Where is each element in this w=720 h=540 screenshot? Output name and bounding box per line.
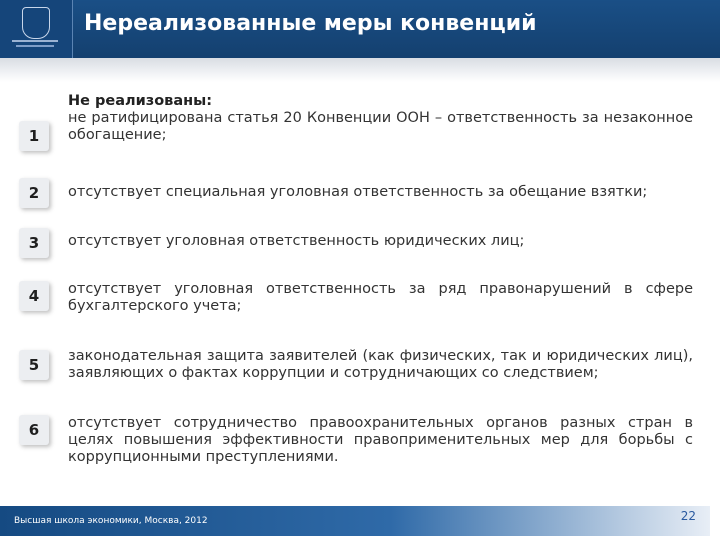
item-number-badge: 6 [19, 415, 49, 445]
university-crest-icon [22, 7, 50, 39]
list-item-text: не ратифицирована статья 20 Конвенции ООН – ответственность за незаконное обогащение; [68, 110, 693, 143]
page-number: 22 [680, 509, 696, 523]
list-item [68, 348, 693, 382]
slide-title: Нереализованные меры конвенций [84, 11, 537, 36]
header-shadow-band [0, 58, 720, 82]
list-item-text: законодательная защита заявителей (как физических, так и юридических лиц), заявляющих о фактах коррупции и сотрудничающих со следствием; [68, 348, 693, 381]
list-item [68, 233, 693, 250]
list-item [68, 281, 693, 315]
list-item [68, 415, 693, 466]
list-item [68, 93, 693, 144]
item-number-badge: 4 [19, 281, 49, 311]
logo-caption-line [16, 45, 54, 47]
item-number-badge: 2 [19, 178, 49, 208]
item-number-badge: 5 [19, 350, 49, 380]
list-heading: Не реализованы: [68, 93, 213, 109]
university-logo [0, 0, 73, 58]
list-item-text: отсутствует уголовная ответственность юридических лиц; [68, 233, 525, 249]
slide-header [0, 0, 720, 58]
item-number-badge: 1 [19, 121, 49, 151]
list-item-text: отсутствует сотрудничество правоохранительных органов разных стран в целях повышения эффективности правоприменительных мер для борьбы с коррупционными преступлениями. [68, 415, 693, 465]
item-number-badge: 3 [19, 228, 49, 258]
logo-caption-line [12, 40, 58, 42]
list-item-text: отсутствует уголовная ответственность за ряд правонарушений в сфере бухгалтерского учета; [68, 281, 693, 314]
list-item [68, 184, 693, 201]
list-item-text: отсутствует специальная уголовная ответственность за обещание взятки; [68, 184, 648, 200]
footer-institution: Высшая школа экономики, Москва, 2012 [14, 516, 208, 526]
